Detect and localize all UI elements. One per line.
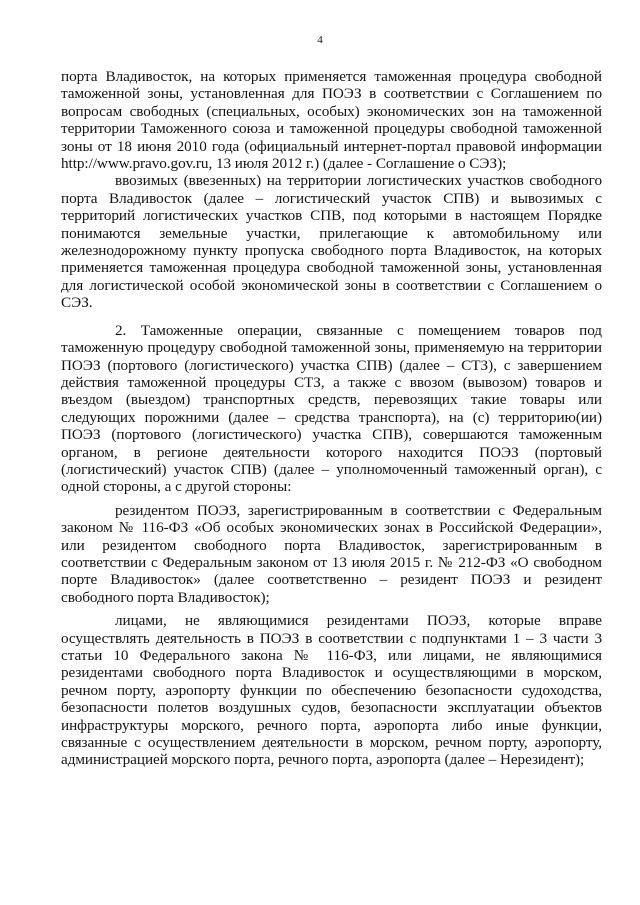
document-body [61, 68, 602, 769]
paragraph-continuation-1: порта Владивосток, на которых применяется таможенная процедура свободной таможенной зоны, установленная для ПОЭЗ в соответствии с Соглашением по вопросам свободных (специальных, особых) экономических зон на таможенной территории Таможенного союза и таможенной процедуры свободной таможенной зоны от 18 июня 2010 года (официальный интернет-портал правовой информации http://www.pravo.gov.ru, 13 июля 2012 г.) (далее - Соглашение о СЭЗ); [61, 68, 602, 173]
paragraph-item-2: 2. Таможенные операции, связанные с помещением товаров под таможенную процедуру свободной таможенной зоны, применяемую на территории ПОЭЗ (портового (логистического) участка СПВ) (далее – СТЗ), с завершением действия таможенной процедуры СТЗ, а также с ввозом (вывозом) товаров и въездом (выездом) транспортных средств, перевозящих такие товары или следующих порожними (далее – средства транспорта), на (с) территорию(ии) ПОЭЗ (портового (логистического) участка СПВ), совершаются таможенным органом, в регионе деятельности которого находится ПОЭЗ (портовый (логистический) участок СПВ) (далее – уполномоченный таможенный орган), с одной стороны, а с другой стороны: [61, 321, 602, 496]
paragraph-resident: резидентом ПОЭЗ, зарегистрированным в соответствии с Федеральным законом № 116-ФЗ «Об особых экономических зонах в Российской Федерации», или резидентом свободного порта Владивосток, зарегистрированным в соответствии с Федеральным законом от 13 июля 2015 г. № 212-ФЗ «О свободном порте Владивосток» (далее соответственно – резидент ПОЭЗ и резидент свободного порта Владивосток); [61, 501, 602, 606]
paragraph-logistics: ввозимых (ввезенных) на территории логистических участков свободного порта Владивосток (далее – логистический участок СПВ) и вывозимых с территорий логистических участков СПВ, под которыми в настоящем Порядке понимаются земельные участки, прилегающие к автомобильному или железнодорожному пункту пропуска свободного порта Владивосток, на которых применяется таможенная процедура свободной таможенной зоны, установленная для логистической особой экономической зоны в соответствии с Соглашением о СЭЗ. [61, 172, 602, 312]
paragraph-nonresident: лицами, не являющимися резидентами ПОЭЗ, которые вправе осуществлять деятельность в ПОЭЗ в соответствии с подпунктами 1 – 3 части 3 статьи 10 Федерального закона № 116-ФЗ, или лицами, не являющимися резидентами свободного порта Владивосток и осуществляющими в морском, речном порту, аэропорту функции по обеспечению безопасности судоходства, безопасности полетов воздушных судов, безопасности эксплуатации объектов инфраструктуры морского, речного порта, аэропорта либо иные функции, связанные с осуществлением деятельности в морском, речном порту, аэропорту, администрацией морского порта, речного порта, аэропорта (далее – Нерезидент); [61, 612, 602, 769]
page-number: 4 [317, 34, 323, 46]
